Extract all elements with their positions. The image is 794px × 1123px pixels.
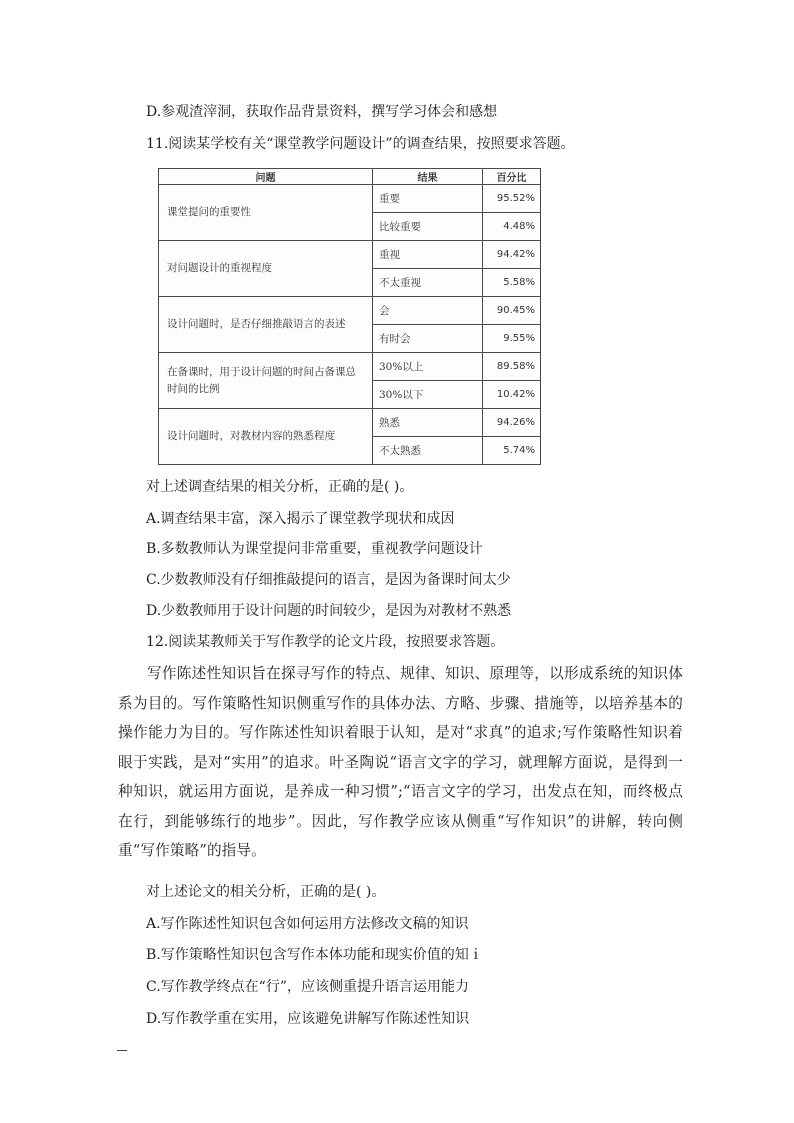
percent-cell: 94.42% <box>483 241 541 269</box>
result-cell: 重要 <box>373 185 483 213</box>
q11-option-d: D.少数教师用于设计问题的时间较少，是因为对教材不熟悉 <box>146 603 512 619</box>
percent-cell: 89.58% <box>483 353 541 381</box>
page-mark <box>117 1050 127 1051</box>
q12-option-a: A.写作陈述性知识包含如何运用方法修改文稿的知识 <box>146 916 469 932</box>
table-header-row <box>159 169 541 185</box>
percent-cell: 95.52% <box>483 185 541 213</box>
result-cell: 重视 <box>373 241 483 269</box>
q11-stem: 11.阅读某学校有关“课堂教学问题设计”的调查结果，按照要求答题。 <box>146 136 575 152</box>
result-cell: 比较重要 <box>373 213 483 241</box>
percent-cell: 94.26% <box>483 409 541 437</box>
percent-cell: 90.45% <box>483 297 541 325</box>
result-cell: 会 <box>373 297 483 325</box>
table-row <box>159 241 541 269</box>
q11-option-b: B.多数教师认为课堂提问非常重要，重视教学问题设计 <box>146 541 483 557</box>
percent-cell: 10.42% <box>483 381 541 409</box>
percent-cell: 5.58% <box>483 269 541 297</box>
table-row <box>159 185 541 213</box>
header-question: 问题 <box>159 169 373 185</box>
q12-prompt: 对上述论文的相关分析，正确的是( )。 <box>146 884 386 900</box>
result-cell: 30%以下 <box>373 381 483 409</box>
percent-cell: 5.74% <box>483 437 541 465</box>
question-cell: 课堂提问的重要性 <box>159 185 373 241</box>
q11-option-c: C.少数教师没有仔细推敲提问的语言，是因为备课时间太少 <box>146 572 511 588</box>
result-cell: 熟悉 <box>373 409 483 437</box>
survey-table <box>158 168 541 465</box>
result-cell: 不太重视 <box>373 269 483 297</box>
result-cell: 不太熟悉 <box>373 437 483 465</box>
table-row <box>159 353 541 381</box>
header-percent: 百分比 <box>483 169 541 185</box>
percent-cell: 9.55% <box>483 325 541 353</box>
question-cell: 设计问题时，是否仔细推敲语言的表述 <box>159 297 373 353</box>
q12-option-d: D.写作教学重在实用，应该避免讲解写作陈述性知识 <box>146 1011 470 1027</box>
percent-cell: 4.48% <box>483 213 541 241</box>
header-result: 结果 <box>373 169 483 185</box>
table-row <box>159 409 541 437</box>
question-cell: 设计问题时，对教材内容的熟悉程度 <box>159 409 373 465</box>
table-row <box>159 297 541 325</box>
result-cell: 有时会 <box>373 325 483 353</box>
q12-option-b: B.写作策略性知识包含写作本体功能和现实价值的知ｉ <box>146 947 483 963</box>
q12-stem: 12.阅读某教师关于写作教学的论文片段，按照要求答题。 <box>146 634 505 650</box>
question-cell: 对问题设计的重视程度 <box>159 241 373 297</box>
q10-option-d: D.参观渣滓洞，获取作品背景资料，撰写学习体会和感想 <box>146 104 498 120</box>
q12-passage: 写作陈述性知识旨在探寻写作的特点、规律、知识、原理等，以形成系统的知识体系为目的。写作策略性知识侧重写作的具体办法、方略、步骤、措施等，以培养基本的操作能力为目的。写作陈述性知识着眼于认知，是对“求真”的追求;写作策略性知识着眼于实践，是对“实用”的追求。叶圣陶说“语言文字的学习，就理解方面说，是得到一种知识，就运用方面说，是养成一种习惯”;“语言文字的学习，出发点在知，而终极点在行，到能够练行的地步”。因此，写作教学应该从侧重“写作知识”的讲解，转向侧重“写作策略”的指导。 <box>118 665 683 859</box>
question-cell: 在备课时，用于设计问题的时间占备课总时间的比例 <box>159 353 373 409</box>
q11-prompt: 对上述调查结果的相关分析，正确的是( )。 <box>146 479 414 495</box>
q11-option-a: A.调查结果丰富，深入揭示了课堂教学现状和成因 <box>146 511 455 527</box>
result-cell: 30%以上 <box>373 353 483 381</box>
q12-option-c: C.写作教学终点在“行”，应该侧重提升语言运用能力 <box>146 979 469 995</box>
